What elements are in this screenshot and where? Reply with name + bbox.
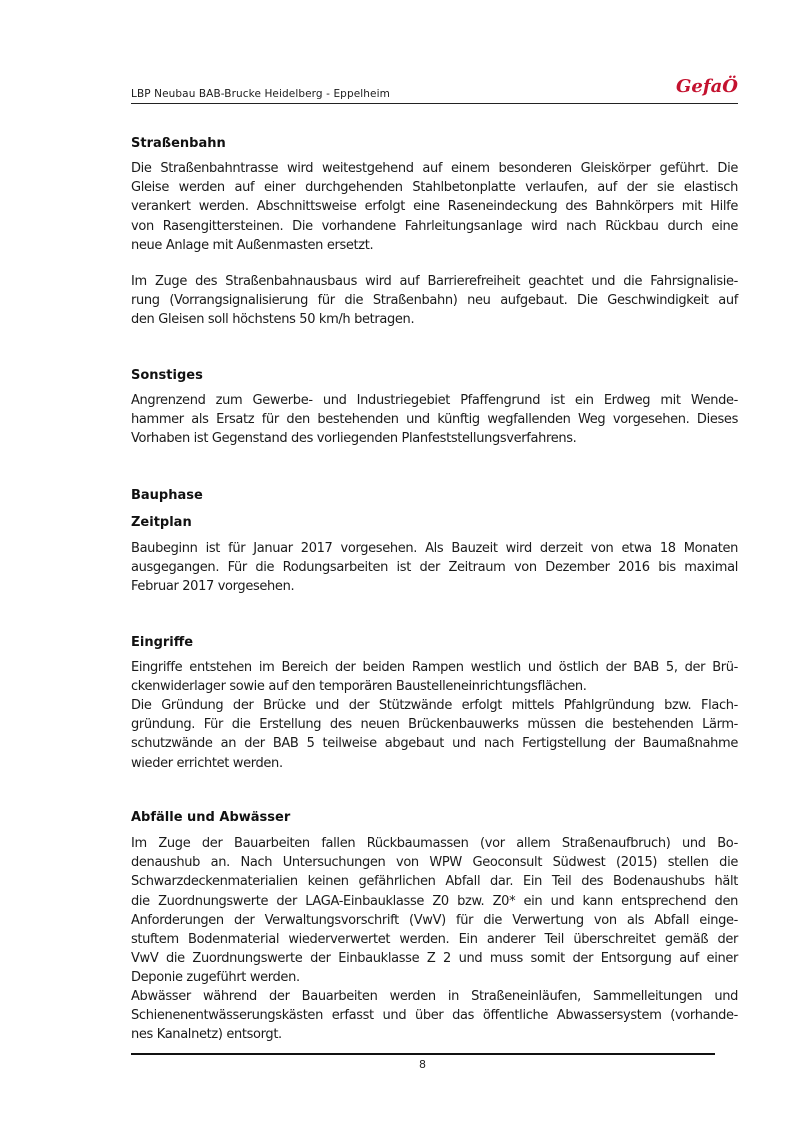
paragraph-zeitplan: [131, 539, 738, 597]
text-line: Schwarzdeckenmaterialien keinen gefährlichen Abfall dar. Ein Teil des Bodenaushubs hält: [131, 874, 738, 890]
paragraph-eingriffe-2: [131, 696, 738, 773]
text-line: Abwässer während der Bauarbeiten werden in Straßeneinläufen, Sammelleitungen und: [131, 989, 738, 1004]
text-line: stuftem Bodenmaterial wiederverwertet werden. Ein anderer Teil überschreitet gemäß der: [131, 932, 738, 948]
text-line: ausgegangen. Für die Rodungsarbeiten ist der Zeitraum von Dezember 2016 bis maximal: [131, 560, 738, 576]
heading-eingriffe: Eingriffe: [131, 635, 194, 650]
text-line: Angrenzend zum Gewerbe- und Industriegebiet Pfaffengrund ist ein Erdweg mit Wende-: [131, 393, 738, 408]
text-line: Anforderungen der Verwaltungsvorschrift (VwV) für die Verwertung von als Abfall einge-: [131, 912, 738, 928]
document-title: LBP Neubau BAB-Brucke Heidelberg - Eppelheim: [131, 88, 390, 100]
text-line: Deponie zugeführt werden.: [131, 970, 300, 986]
text-line: den Gleisen soll höchstens 50 km/h betragen.: [131, 312, 415, 328]
text-line: ckenwiderlager sowie auf den temporären Baustelleneinrichtungsflächen.: [131, 679, 587, 695]
text-line: Im Zuge der Bauarbeiten fallen Rückbaumassen (vor allem Straßenaufbruch) und Bo-: [131, 836, 738, 851]
heading-sonstiges: Sonstiges: [131, 368, 203, 383]
gefaoe-logo: GefaÖ: [676, 76, 738, 97]
text-line: neue Anlage mit Außenmasten ersetzt.: [131, 237, 374, 253]
paragraph-eingriffe-1: [131, 658, 738, 696]
text-line: nes Kanalnetz) entsorgt.: [131, 1027, 282, 1043]
page-number: 8: [419, 1058, 426, 1071]
heading-bauphase: Bauphase: [131, 488, 203, 503]
text-line: die Zuordnungswerte der LAGA-Einbauklasse Z0 bzw. Z0* ein und kann entsprechend den: [131, 893, 738, 909]
text-line: gründung. Für die Erstellung des neuen Brückenbauwerks müssen die bestehenden Lärm-: [131, 717, 738, 733]
text-line: Vorhaben ist Gegenstand des vorliegenden Planfeststellungsverfahrens.: [131, 431, 577, 447]
text-line: rung (Vorrangsignalisierung für die Straßenbahn) neu aufgebaut. Die Geschwindigkeit auf: [131, 293, 738, 309]
text-line: VwV die Zuordnungswerte der Einbauklasse Z 2 und muss somit der Entsorgung auf einer: [131, 951, 738, 967]
text-line: Gleise werden auf einer durchgehenden Stahlbetonplatte verlaufen, auf der sie elastisch: [131, 180, 738, 196]
heading-abfaelle: Abfälle und Abwässer: [131, 810, 291, 825]
paragraph-abfaelle-1: [131, 834, 738, 988]
text-line: Baubeginn ist für Januar 2017 vorgesehen. Als Bauzeit wird derzeit von etwa 18 Monaten: [131, 541, 738, 556]
heading-strassenbahn: Straßenbahn: [131, 136, 226, 151]
paragraph-strassenbahn-2: [131, 272, 738, 330]
text-line: Die Straßenbahntrasse wird weitestgehend auf einem besonderen Gleiskörper geführt. Die: [131, 161, 738, 176]
paragraph-strassenbahn-1: [131, 159, 738, 255]
text-line: von Rasengittersteinen. Die vorhandene Fahrleitungsanlage wird nach Rückbau durch eine: [131, 218, 738, 234]
footer-divider: [131, 1053, 715, 1055]
text-line: hammer als Ersatz für den bestehenden und künftig wegfallenden Weg vorgesehen. Dieses: [131, 412, 738, 428]
text-line: wieder errichtet werden.: [131, 755, 283, 771]
paragraph-abfaelle-2: [131, 987, 738, 1045]
text-line: Schienenentwässerungskästen erfasst und über das öffentliche Abwassersystem (vorhande-: [131, 1008, 738, 1024]
text-line: Die Gründung der Brücke und der Stützwände erfolgt mittels Pfahlgründung bzw. Flach-: [131, 698, 738, 713]
text-line: denaushub an. Nach Untersuchungen von WPW Geoconsult Südwest (2015) stellen die: [131, 855, 738, 871]
heading-zeitplan: Zeitplan: [131, 515, 192, 530]
text-line: Februar 2017 vorgesehen.: [131, 579, 295, 595]
text-line: schutzwände an der BAB 5 teilweise abgebaut und nach Fertigstellung der Baumaßnahme: [131, 736, 738, 752]
text-line: Eingriffe entstehen im Bereich der beiden Rampen westlich und östlich der BAB 5, der Brü-: [131, 660, 738, 675]
paragraph-sonstiges: [131, 391, 738, 449]
header-divider: [131, 103, 738, 104]
text-line: verankert werden. Abschnittsweise erfolgt eine Raseneindeckung des Bahnkörpers mit Hilfe: [131, 199, 738, 215]
text-line: Im Zuge des Straßenbahnausbaus wird auf Barrierefreiheit geachtet und die Fahrsignalisie-: [131, 274, 738, 289]
